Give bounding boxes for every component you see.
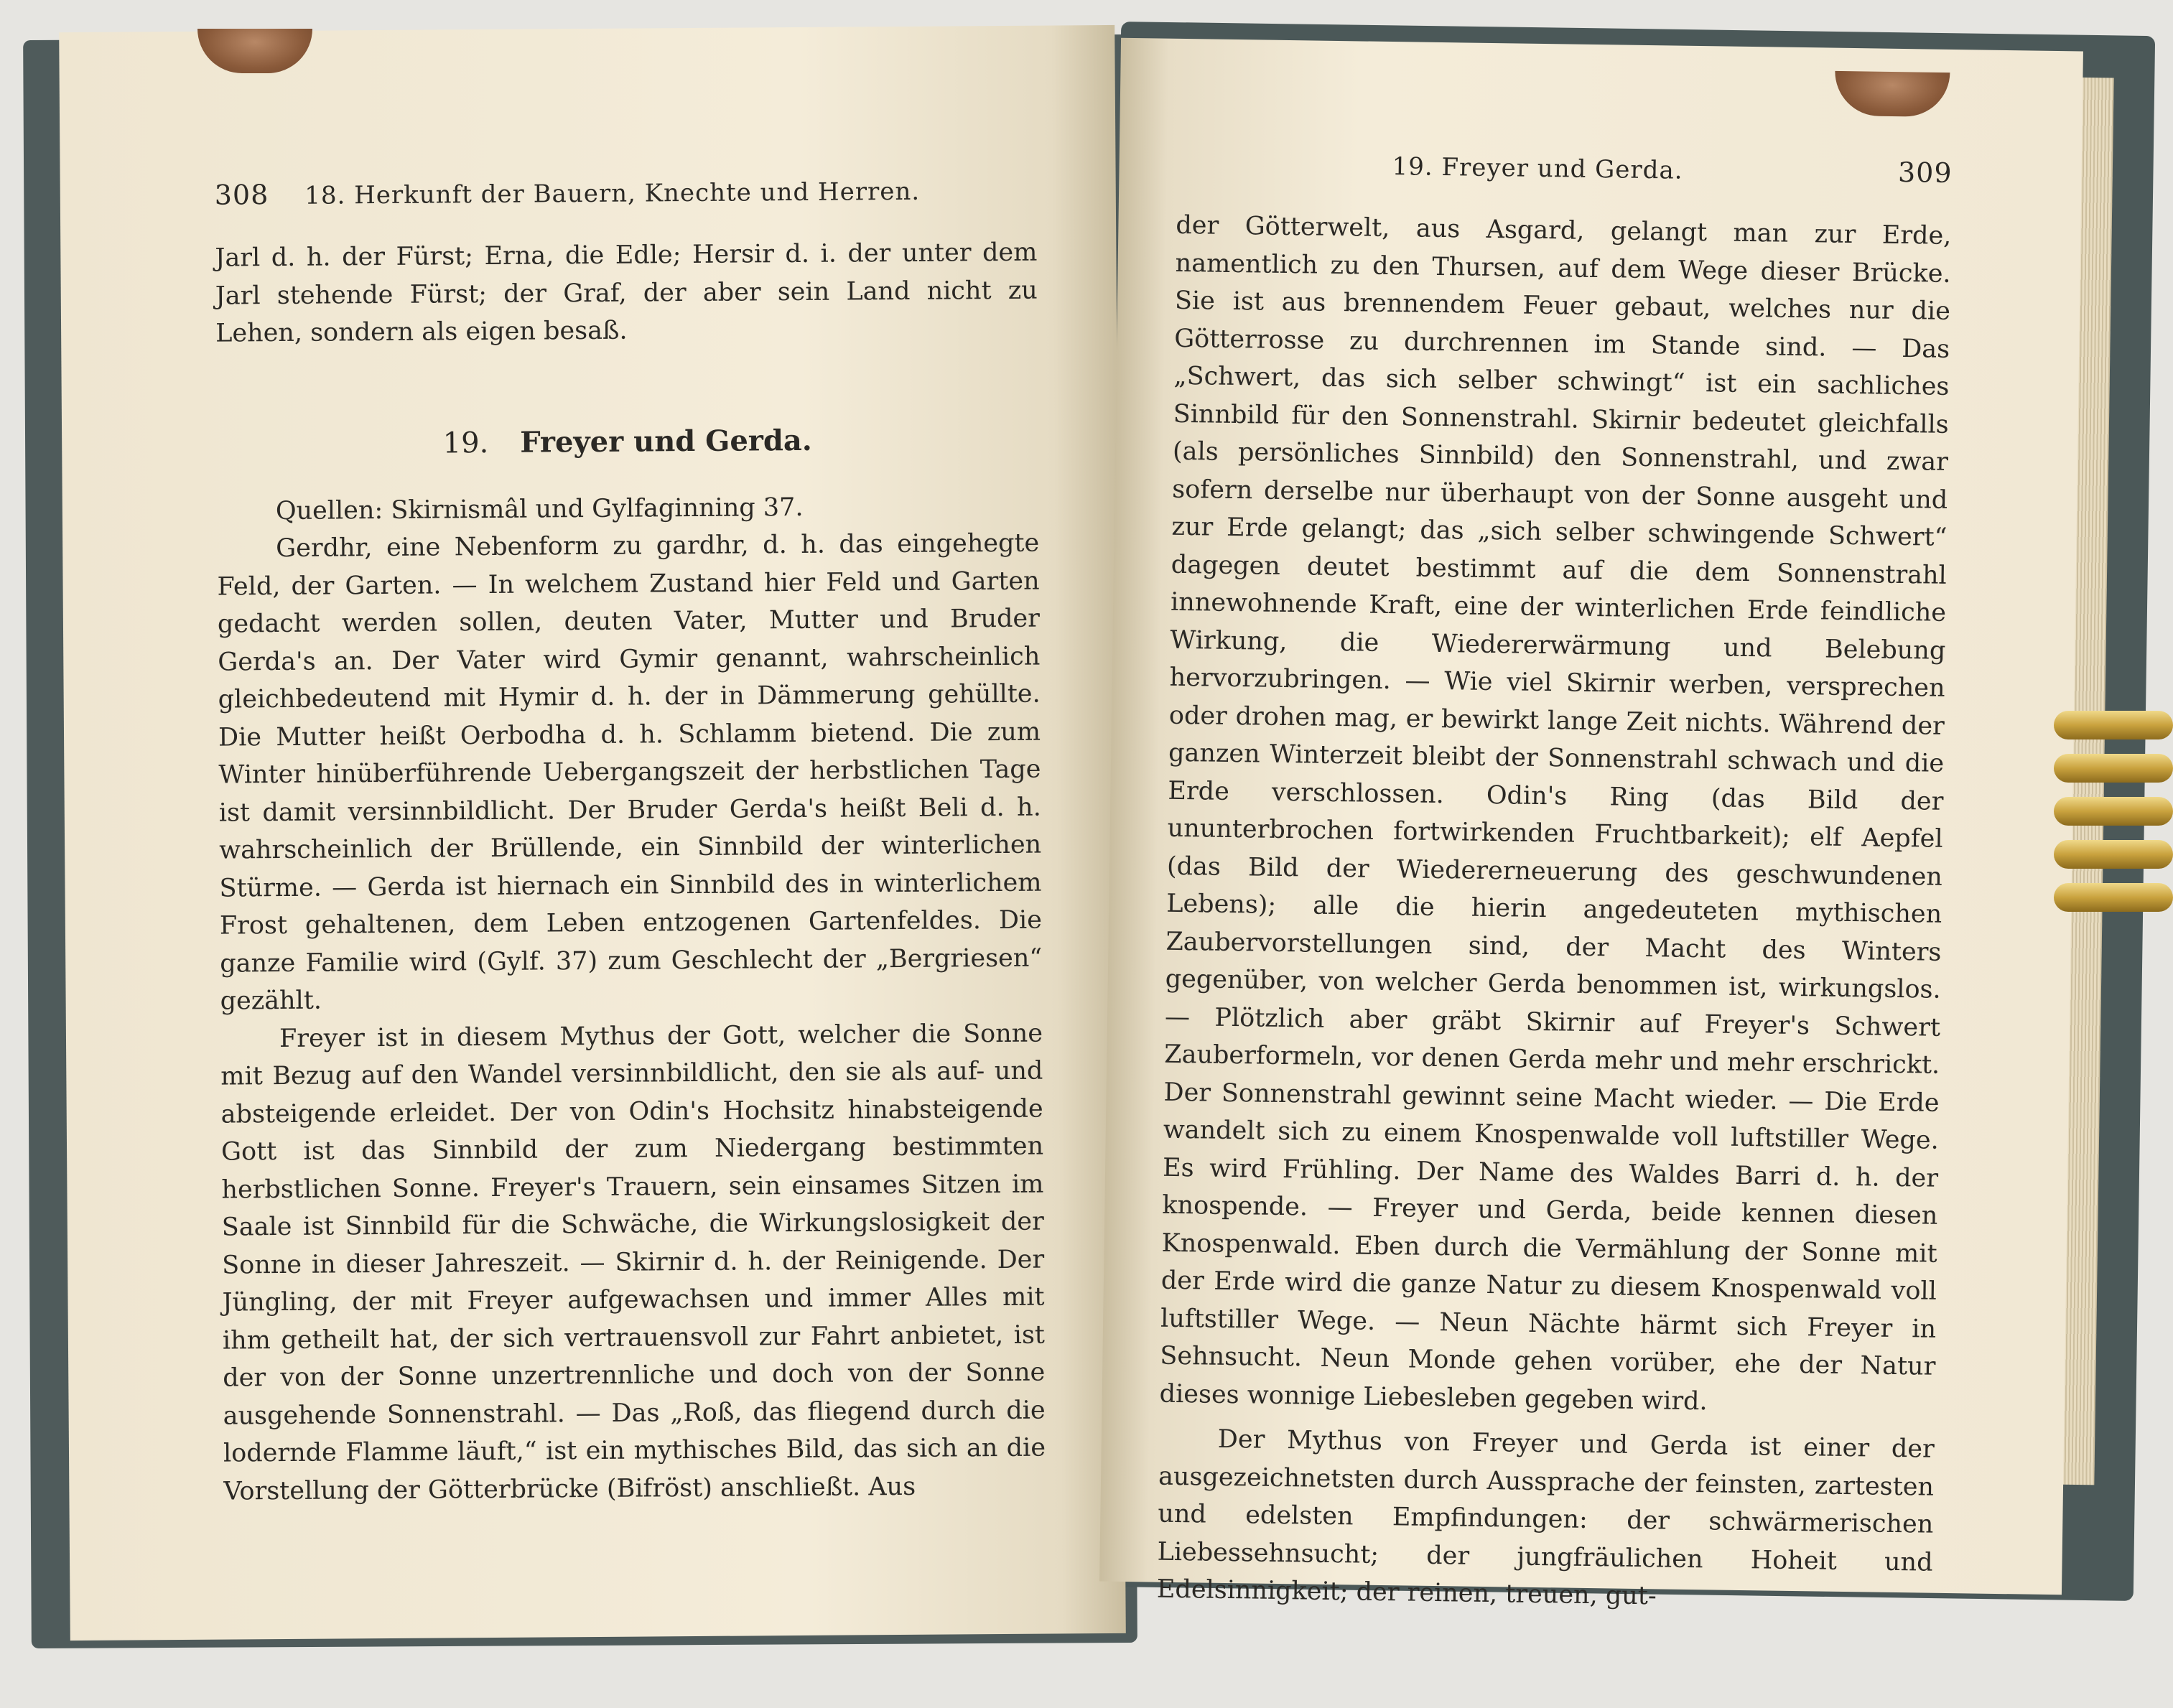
continuation-paragraph: der Götterwelt, aus Asgard, gelangt man zur Erde, namentlich zu den Thursen, auf dem Wege dieser Brücke. Sie ist aus brennendem Feuer gebaut, welches nur die Götterrosse zu durchrennen im Stande sind. — Das „Schwert, das sich selber schwingt“ ist ein sachliches Sinnbild für den Sonnenstrahl. Skirnir bedeutet gleichfalls (als persönliches Sinnbild) den Sonnenstrahl, und zwar sofern derselbe nur überhaupt von der Sonne ausgeht und zur Erde gelangt; das „sich selber schwingende Schwert“ dagegen deutet bestimmt auf die dem Sonnenstrahl innewohnende Kraft, eine der winterlichen Erde feindliche Wirkung, die Wiedererwärmung und Belebung hervorzubringen. — Wie viel Skirnir werben, versprechen oder drohen mag, er bewirkt lange Zeit nichts. Während der ganzen Winterzeit bleibt der Sonnenstrahl schwach und die Erde verschlossen. Odin's Ring (das Bild der ununterbrochen fortwirkenden Fruchtbarkeit); elf Aepfel (das Bild der Wiedererneuerung des geschwundenen Lebens); alle die hierin angedeuteten mythischen Zaubervorstellungen sind, der Macht des Winters gegenüber, von welcher Gerda benommen ist, wirkungslos. — Plötzlich aber gräbt Skirnir auf Freyer's Schwert Zauberformeln, vor denen Gerda mehr und mehr erschrickt. Der Sonnenstrahl gewinnt seine Macht wieder. — Die Erde wandelt sich zu einem Knospenwalde voll luftstiller Wege. Es wird Frühling. Der Name des Waldes Barri d. h. der knospende. — Freyer und Gerda, beide kennen diesen Knospenwald. Eben durch die Vermählung der Sonne mit der Erde wird die ganze Natur zu diesem Knospenwald voll luftstiller Wege. — Neun Nächte härmt sich Freyer in Sehnsucht. Neun Monde gehen vorüber, ehe der Natur dieses wonnige Liebesleben gegeben wird. [1159, 210, 1952, 1416]
paragraph-gerdhr: Gerdhr, eine Nebenform zu gardhr, d. h. das eingehegte Feld, der Garten. — In welchem Zustand hier Feld und Garten gedacht werden sollen, deuten Vater, Mutter und Bruder Gerda's an. Der Vater wird Gymir genannt, wahrscheinlich gleichbedeutend mit Hymir d. h. der in Dämmerung gehüllte. Die Mutter heißt Oerbodha d. h. Schlamm bietend. Die zum Winter hinüberführende Uebergangszeit der herbstlichen Tage ist damit versinnbildlicht. Der Bruder Gerda's heißt Beli d. h. wahrscheinlich der Brüllende, ein Sinnbild der winterlichen Stürme. — Gerda ist hiernach ein Sinnbild des in winterlichem Frost gehaltenen, dem Leben entzogenen Gartenfeldes. Die ganze Familie wird (Gylf. 37) zum Geschlecht der „Bergriesen“ gezählt. [217, 528, 1043, 1016]
paragraph-mythus: Der Mythus von Freyer und Gerda ist einer der ausgezeichnetsten durch Aussprache der feinsten, zartesten und edelsten Empfindungen: der schwärmerischen Liebessehnsucht; der jungfräulichen Hoheit und Edelsinnigkeit; der reinen, treuen, gut- [1156, 1424, 1935, 1611]
left-page-header [215, 174, 1037, 211]
paragraph-freyer: Freyer ist in diesem Mythus der Gott, welcher die Sonne mit Bezug auf den Wandel versinnbildlicht, den sie als auf- und absteigende erleidet. Der von Odin's Hochsitz hinabsteigende Gott ist das Sinnbild der zum Niedergang bestimmten herbstlichen Sonne. Freyer's Trauern, sein einsames Sitzen im Saale ist Sinnbild für die Schwäche, die Wirkungslosigkeit der Sonne in dieser Jahreszeit. — Skirnir d. h. der Reinigende. Der Jüngling, der mit Freyer aufgewachsen und immer Alles mit ihm getheilt hat, der sich vertrauensvoll zur Fahrt anbietet, ist der von der Sonne unzertrennliche und doch von der Sonne ausgehende Sonnenstrahl. — Das „Roß, das fliegend durch die lodernde Flamme läuft,“ ist ein mythisches Bild, das sich an die Vorstellung der Götterbrücke (Bifröst) anschließt. Aus [220, 1019, 1046, 1506]
page-number-right: 309 [1897, 156, 1953, 189]
section-heading [216, 421, 1038, 461]
running-head-right: 19. Freyer und Gerda. [1392, 152, 1683, 185]
binder-clip [2054, 696, 2173, 941]
left-page [59, 25, 1126, 1641]
right-page [1099, 38, 2083, 1611]
sources-line: Quellen: Skirnismâl und Gylfaginning 37. [275, 493, 804, 526]
running-head-left: 18. Herkunft der Bauern, Knechte und Herren. [304, 177, 921, 210]
right-page-header [1176, 146, 1953, 189]
left-page-text [215, 234, 1046, 1511]
right-page-text [1157, 207, 1952, 1619]
carry-over-paragraph: Jarl d. h. der Fürst; Erna, die Edle; Hersir d. i. der unter dem Jarl stehende Fürst; der Graf, der aber sein Land nicht zu Lehen, sondern als eigen besaß. [215, 238, 1038, 348]
section-title: Freyer und Gerda. [520, 423, 812, 459]
section-number: 19. [442, 426, 489, 459]
page-number-left: 308 [214, 179, 269, 211]
